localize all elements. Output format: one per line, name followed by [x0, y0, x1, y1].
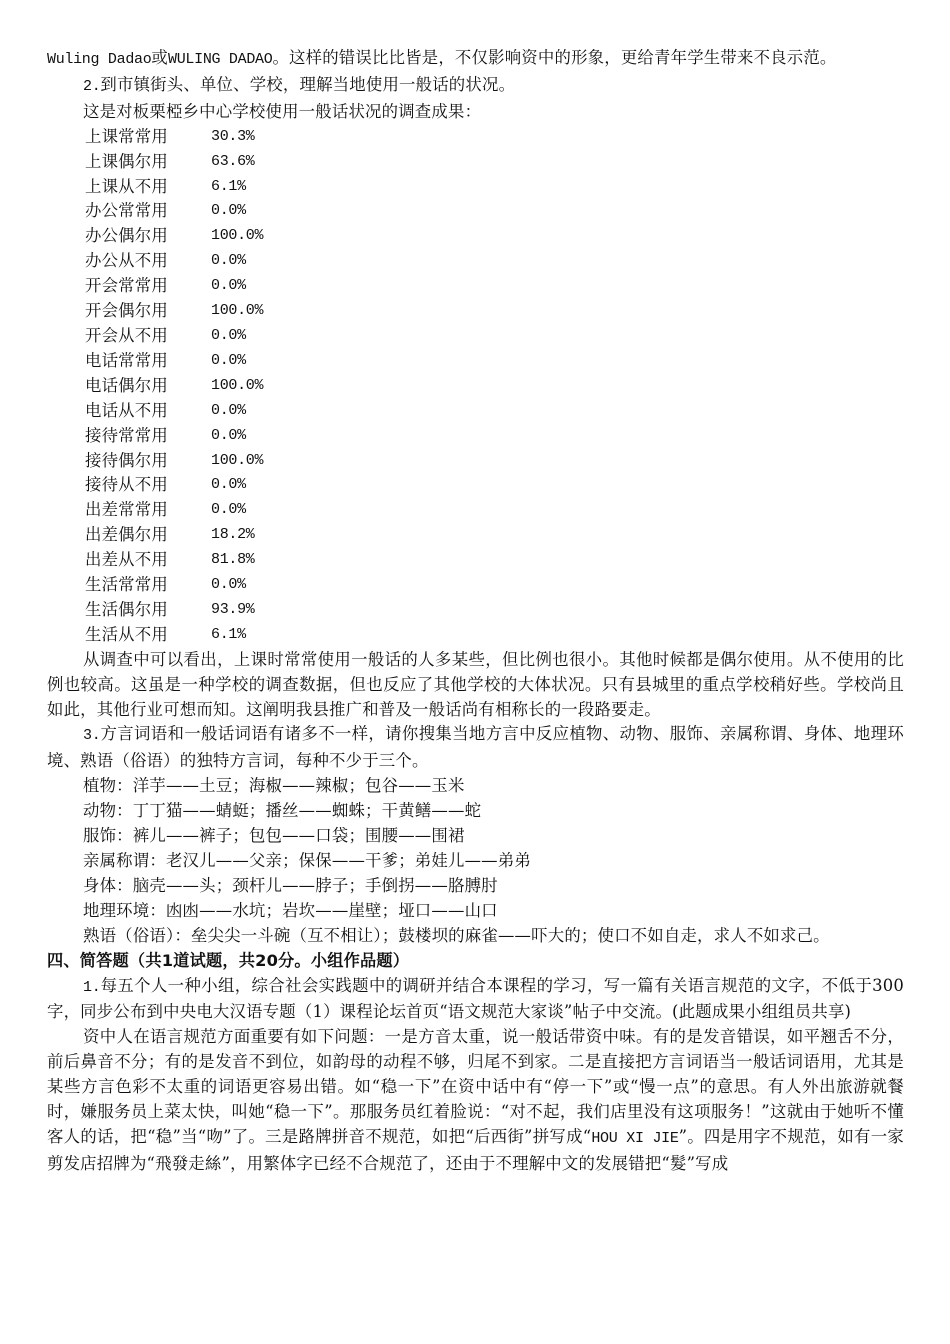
survey-value: 30.3%: [211, 127, 255, 145]
survey-row: [47, 274, 904, 299]
latin-text: Wuling Dadao: [47, 51, 152, 68]
survey-row: [47, 523, 904, 548]
survey-label: 生活偶尔用: [85, 599, 168, 619]
survey-value: 0.0%: [211, 202, 246, 220]
survey-label: 上课从不用: [85, 176, 168, 196]
survey-list: [47, 125, 904, 648]
question-text: 每五个人一种小组，综合社会实践题中的调研并结合本课程的学习，写一篇有关语言规范的文字，不低于300字，同步公布到中央电大汉语专题（1）课程论坛首页“语文规范大家谈”帖子中交流。(此题成果小组组员共享): [47, 975, 904, 1022]
question-text: 到市镇街头、单位、学校，理解当地使用一般话的状况。: [100, 74, 516, 94]
dialect-item-idiom: 熟语（俗语）：垒尖尖一斗碗（互不相让）；鼓楼坝的麻雀——吓大的；使口不如自走，求人不如求己。: [83, 925, 830, 945]
survey-label: 办公常常用: [85, 201, 168, 221]
dialect-item: 服饰：裤儿——裤子；包包——口袋；围腰——围裙: [83, 826, 465, 846]
latin-text: HOU XI JIE: [591, 1129, 679, 1147]
survey-label: 电话常常用: [85, 350, 168, 370]
survey-value: 100.0%: [211, 376, 264, 394]
survey-label: 上课偶尔用: [85, 151, 168, 171]
answer-paragraph: [47, 1025, 904, 1176]
survey-value: 6.1%: [211, 177, 246, 195]
survey-row: [47, 473, 904, 498]
text: 或: [151, 48, 169, 67]
survey-label: 上课常常用: [85, 126, 168, 146]
survey-label: 出差常常用: [85, 500, 168, 520]
question-number: 3.: [83, 727, 101, 745]
question-text-block: [47, 974, 904, 1026]
survey-intro: 这是对板栗椏乡中心学校使用一般话状况的调查成果：: [83, 101, 482, 121]
survey-row: [47, 175, 904, 200]
survey-label: 办公偶尔用: [85, 226, 168, 246]
survey-label: 出差偶尔用: [85, 525, 168, 545]
survey-value: 18.2%: [211, 526, 255, 544]
question-3: [47, 722, 904, 774]
survey-value: 93.9%: [211, 600, 255, 618]
survey-label: 接待从不用: [85, 475, 168, 495]
question-2: [47, 73, 904, 100]
dialect-item: 地理环境：凼凼——水坑；岩坎——崖壁；垭口——山口: [83, 900, 498, 920]
survey-row: [47, 573, 904, 598]
survey-row: [47, 399, 904, 424]
survey-value: 63.6%: [211, 152, 255, 170]
dialect-item: 亲属称谓：老汉儿——父亲；保保——干爹；弟娃儿——弟弟: [83, 851, 531, 870]
survey-row: [47, 324, 904, 349]
survey-row: [47, 374, 904, 399]
survey-label: 电话偶尔用: [85, 375, 168, 395]
survey-row: [47, 349, 904, 374]
survey-value: 0.0%: [211, 252, 246, 270]
survey-row: [47, 150, 904, 175]
survey-row: [47, 623, 904, 648]
survey-label: 生活常常用: [85, 575, 168, 595]
survey-value: 0.0%: [211, 326, 246, 344]
question-text: 方言词语和一般话词语有诸多不一样，请你搜集当地方言中反应植物、动物、服饰、亲属称谓、身体、地理环境、熟语（俗语）的独特方言词，每种不少于三个。: [47, 724, 904, 771]
survey-row: [47, 199, 904, 224]
survey-row: [47, 125, 904, 150]
survey-row: [47, 299, 904, 324]
survey-value: 0.0%: [211, 576, 246, 594]
survey-value: 0.0%: [211, 351, 246, 369]
answer-text: ”。四是用字不规范，如有一家剪发店招牌为“飛發走絲”，用繁体字已经不合规范了，还由于不理解中文的发展错把“髮”写成: [47, 1126, 904, 1173]
survey-value: 0.0%: [211, 501, 246, 519]
survey-value: 0.0%: [211, 401, 246, 419]
survey-row: [47, 224, 904, 249]
survey-value: 100.0%: [211, 302, 264, 320]
survey-row: [47, 498, 904, 523]
question-number: 1.: [83, 978, 101, 996]
survey-conclusion: 从调查中可以看出，上课时常常使用一般话的人多某些，但比例也很小。其他时候都是偶尔使用。从不使用的比例也较高。这虽是一种学校的调查数据，但也反应了其他学校的大体状况。只有县城里的重点学校稍好些。学校尚且如此，其他行业可想而知。这阐明我县推广和普及一般话尚有相称长的一段路要走。: [47, 649, 904, 719]
dialect-item: 植物：洋芋——土豆；海椒——辣椒；包谷——玉米: [83, 776, 465, 796]
survey-label: 接待常常用: [85, 425, 168, 445]
survey-label: 出差从不用: [85, 550, 168, 570]
survey-value: 0.0%: [211, 277, 246, 295]
latin-text: WULING DADAO: [168, 51, 273, 68]
survey-label: 生活从不用: [85, 624, 168, 644]
survey-value: 6.1%: [211, 625, 246, 643]
survey-label: 开会偶尔用: [85, 301, 168, 321]
survey-label: 接待偶尔用: [85, 450, 168, 470]
section-heading: 四、简答题（共1道试题，共20分。小组作品题）: [47, 950, 410, 970]
survey-value: 100.0%: [211, 227, 264, 245]
survey-row: [47, 424, 904, 449]
survey-row: [47, 249, 904, 274]
survey-label: 办公从不用: [85, 251, 168, 271]
survey-value: 81.8%: [211, 551, 255, 569]
answer-text: 资中人在语言规范方面重要有如下问题：一是方音太重，说一般话带资中味。有的是发音错误，如平翘舌不分，前后鼻音不分；有的是发音不到位，如韵母的动程不够，归尾不到家。二是直接把方言词语当一般话词语用，尤其是某些方言色彩不太重的词语更容易出错。如“稳一下”在资中话中有“停一下”或“慢一点”的意思。有人外出旅游就餐时，嫌服务员上菜太快，叫她“稳一下”。那服务员红着脸说：“对不起，我们店里没有这项服务！”这就由于她听不懂客人的话，把“稳”当“吻”了。三是路牌拼音不规范，如把“后西街”拼写成“: [47, 1027, 904, 1146]
dialect-list: [47, 774, 904, 948]
survey-row: [47, 598, 904, 623]
survey-row: [47, 548, 904, 573]
survey-value: 0.0%: [211, 476, 246, 494]
question-number: 2.: [83, 77, 101, 95]
survey-value: 0.0%: [211, 426, 246, 444]
survey-label: 开会常常用: [85, 276, 168, 296]
dialect-item: 身体：脑壳——头；颈杆儿——脖子；手倒拐——胳膊肘: [83, 875, 498, 895]
paragraph-continuation: [47, 46, 904, 73]
survey-label: 电话从不用: [85, 400, 168, 420]
survey-row: [47, 449, 904, 474]
dialect-item: 动物：丁丁猫——蜻蜓；播丝——蜘蛛；干黄鳝——蛇: [83, 801, 482, 821]
text: 。这样的错误比比皆是，不仅影响资中的形象，更给青年学生带来不良示范。: [272, 48, 837, 67]
survey-value: 100.0%: [211, 451, 264, 469]
survey-label: 开会从不用: [85, 325, 168, 345]
